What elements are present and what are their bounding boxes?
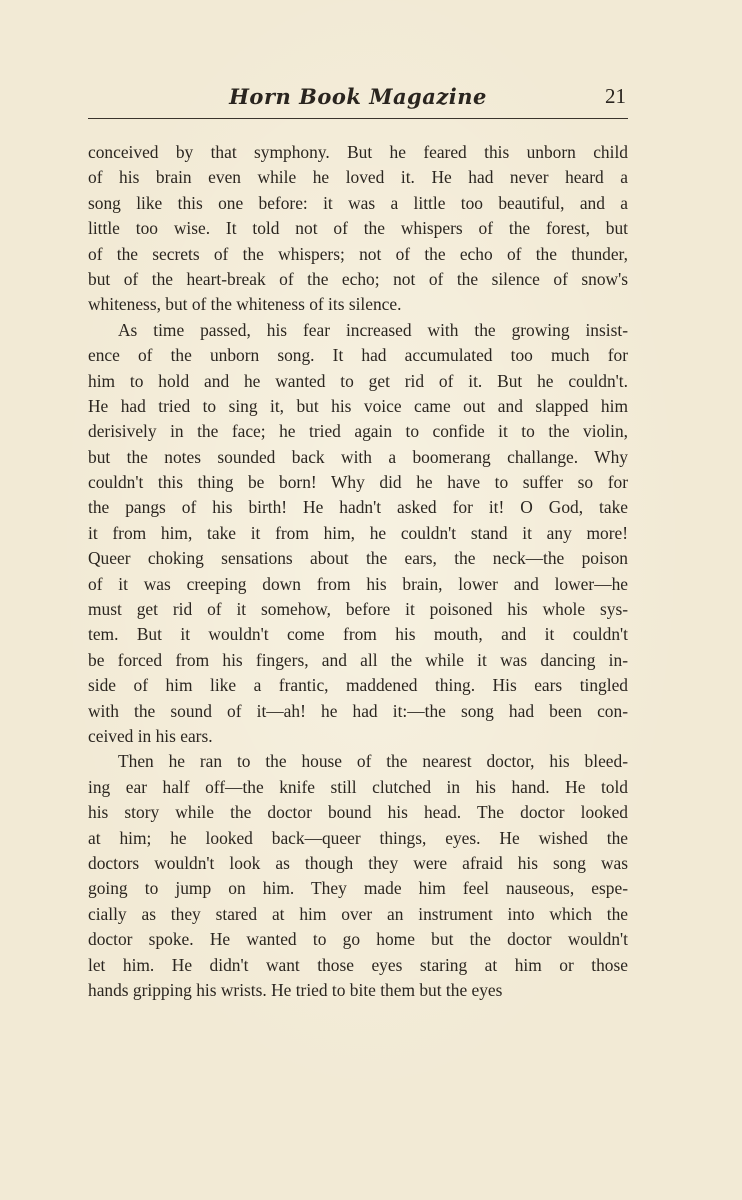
- text-line: ence of the unborn song. It had accumulated too much for: [88, 345, 628, 366]
- text-line: be forced from his fingers, and all the while it was dancing in-: [88, 649, 628, 670]
- text-line: at him; he looked back—queer things, eyes. He wished the: [88, 827, 628, 848]
- page-number: 21: [605, 84, 626, 108]
- page-header: [88, 84, 628, 118]
- text-line: hands gripping his wrists. He tried to bite them but the eyes: [88, 979, 503, 1000]
- text-line: with the sound of it—ah! he had it:—the song had been con-: [88, 700, 628, 721]
- text-line: him to hold and he wanted to get rid of it. But he couldn't.: [88, 370, 628, 391]
- paragraph: [88, 140, 628, 318]
- text-line: of the secrets of the whispers; not of the echo of the thunder,: [88, 243, 628, 264]
- text-line: cially as they stared at him over an instrument into which the: [88, 903, 628, 924]
- text-line: the pangs of his birth! He hadn't asked for it! O God, take: [88, 497, 628, 518]
- text-line: As time passed, his fear increased with the growing insist-: [118, 319, 628, 340]
- text-line: ceived in his ears.: [88, 725, 213, 746]
- text-line: but of the heart-break of the echo; not of the silence of snow's: [88, 268, 628, 289]
- text-line: derisively in the face; he tried again to confide it to the violin,: [88, 421, 628, 442]
- text-line: going to jump on him. They made him feel nauseous, espe-: [88, 878, 628, 899]
- text-line: ing ear half off—the knife still clutched in his hand. He told: [88, 776, 628, 797]
- text-line: it from him, take it from him, he couldn't stand it any more!: [88, 522, 628, 543]
- paragraph: [88, 749, 628, 1003]
- paragraph: [88, 318, 628, 750]
- text-line: Queer choking sensations about the ears, the neck—the poison: [88, 548, 628, 569]
- text-line: conceived by that symphony. But he feared this unborn child: [88, 142, 628, 162]
- text-line: He had tried to sing it, but his voice came out and slapped him: [88, 395, 628, 416]
- text-line: little too wise. It told not of the whispers of the forest, but: [88, 218, 628, 239]
- text-line: couldn't this thing be born! Why did he have to suffer so for: [88, 472, 628, 493]
- text-line: Then he ran to the house of the nearest doctor, his bleed-: [118, 751, 628, 772]
- text-line: whiteness, but of the whiteness of its silence.: [88, 294, 402, 315]
- text-line: but the notes sounded back with a boomerang challange. Why: [88, 446, 628, 467]
- text-line: must get rid of it somehow, before it poisoned his whole sys-: [88, 599, 628, 620]
- text-line: let him. He didn't want those eyes staring at him or those: [88, 954, 628, 975]
- text-line: of it was creeping down from his brain, lower and lower—he: [88, 573, 628, 594]
- running-head: Horn Book Magazine: [229, 84, 487, 109]
- text-line: tem. But it wouldn't come from his mouth, and it couldn't: [88, 624, 628, 645]
- text-line: his story while the doctor bound his head. The doctor looked: [88, 802, 628, 823]
- text-line: of his brain even while he loved it. He had never heard a: [88, 167, 628, 188]
- text-line: song like this one before: it was a little too beautiful, and a: [88, 192, 628, 213]
- text-line: side of him like a frantic, maddened thing. His ears tingled: [88, 675, 628, 696]
- text-line: doctors wouldn't look as though they were afraid his song was: [88, 852, 628, 873]
- header-rule: [88, 118, 628, 119]
- body-text: [88, 140, 628, 1003]
- text-line: doctor spoke. He wanted to go home but the doctor wouldn't: [88, 929, 628, 950]
